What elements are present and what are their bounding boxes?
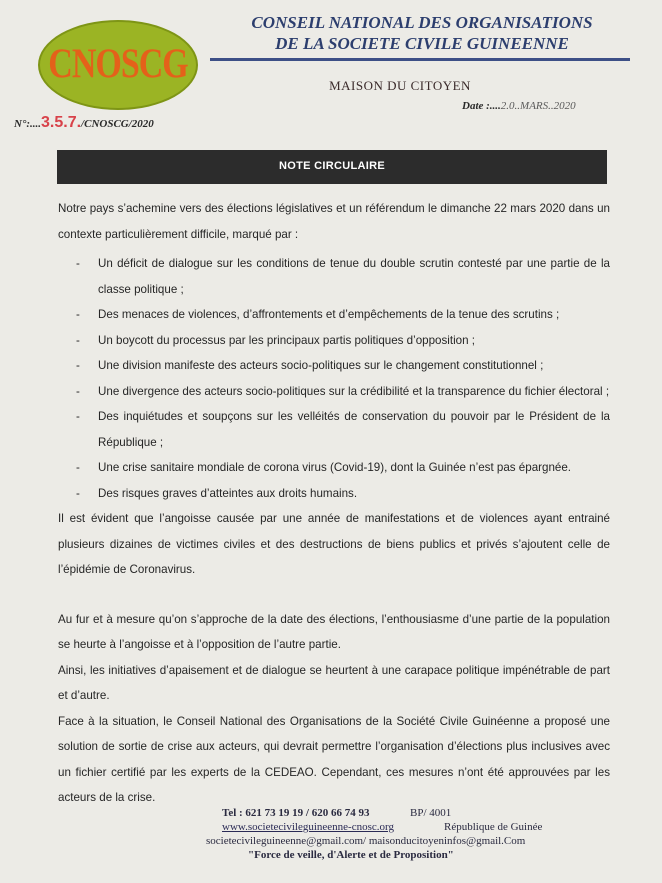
footer-country: République de Guinée: [444, 821, 543, 833]
document-date: [462, 100, 576, 112]
list-item: - Des risques graves d’atteintes aux droits humains.: [76, 486, 358, 500]
org-title-line2: DE LA SOCIETE CIVILE GUINEENNE: [275, 34, 569, 53]
logo-text: CNOSCG: [48, 41, 188, 88]
list-item: - Un boycott du processus par les principaux partis politiques d’opposition ;: [76, 333, 476, 347]
list-item: - Des menaces de violences, d’affrontements et d’empêchements de la tenue des scrutins ;: [76, 308, 560, 321]
list-item: - Une divergence des acteurs socio-politiques sur la crédibilité et la transparence du fichier électoral ;: [76, 384, 610, 398]
reference-number: [14, 114, 154, 132]
note-title-banner: NOTE CIRCULAIRE: [57, 150, 607, 184]
list-item: - Une crise sanitaire mondiale de corona virus (Covid-19), dont la Guinée n’est pas épargnée.: [76, 461, 572, 474]
paragraph-initiatives: Ainsi, les initiatives d’apaisement et de dialogue se heurtent à une carapace politique impénétrable de part et d’autre.: [58, 663, 610, 702]
list-item: - Une division manifeste des acteurs socio-politiques sur le changement constitutionnel ;: [76, 359, 544, 372]
paragraph-elections: Au fur et à mesure qu’on s’approche de la date des élections, l’enthousiasme d’une partie de la population se heurte à l’angoisse et à l’opposition de l’autre partie.: [58, 612, 610, 651]
cnoscg-logo: [38, 20, 198, 110]
issues-list: [58, 251, 610, 506]
footer-emails: societecivileguineenne@gmail.com/ maisonducitoyeninfos@gmail.Com: [206, 835, 526, 847]
org-title-line1: CONSEIL NATIONAL DES ORGANISATIONS: [251, 13, 593, 32]
footer-motto: "Force de veille, d'Alerte et de Proposition": [248, 849, 454, 861]
header-divider: [210, 58, 630, 61]
paragraph-anxiety: Il est évident que l’angoisse causée par une année de manifestations et de violences ayant entrainé plusieurs dizaines de victimes civiles et des destructions de biens publics et privés s’ajoutent celle de l’épidémie de Coronavirus.: [58, 512, 610, 576]
footer-website-link[interactable]: www.societecivileguineenne-cnosc.org: [222, 821, 394, 833]
footer-phone: Tel : 621 73 19 19 / 620 66 74 93: [222, 807, 370, 819]
footer-po-box: BP/ 4001: [410, 807, 452, 819]
date-label: Date :....: [462, 100, 501, 112]
date-value: 2.0..MARS..2020: [500, 100, 576, 112]
header-subtitle: MAISON DU CITOYEN: [329, 78, 471, 93]
organization-title: [212, 12, 632, 54]
list-item: - Un déficit de dialogue sur les conditions de tenue du double scrutin contesté par une partie de la classe politique ;: [76, 257, 610, 296]
ref-prefix: N°:....: [14, 118, 42, 130]
intro-paragraph: Notre pays s’achemine vers des élections législatives et un référendum le dimanche 22 mars 2020 dans un contexte particulièrement difficile, marqué par :: [58, 202, 610, 241]
list-item: - Des inquiétudes et soupçons sur les velléités de conservation du pouvoir par le Président de la République ;: [76, 410, 610, 449]
document-body: [58, 196, 610, 811]
ref-number-stamp: 3.5.7.: [41, 114, 82, 131]
ref-suffix: /CNOSCG/2020: [81, 118, 154, 130]
document-footer: [196, 806, 576, 862]
paragraph-proposal: Face à la situation, le Conseil National des Organisations de la Société Civile Guinéenne a proposé une solution de sortie de crise aux acteurs, qui devrait permettre l’organisation d’élections plus inclusives avec un fichier certifié par les experts de la CEDEAO. Cependant, ces mesures n’ont été approuvées par les acteurs de la crise.: [58, 714, 610, 804]
